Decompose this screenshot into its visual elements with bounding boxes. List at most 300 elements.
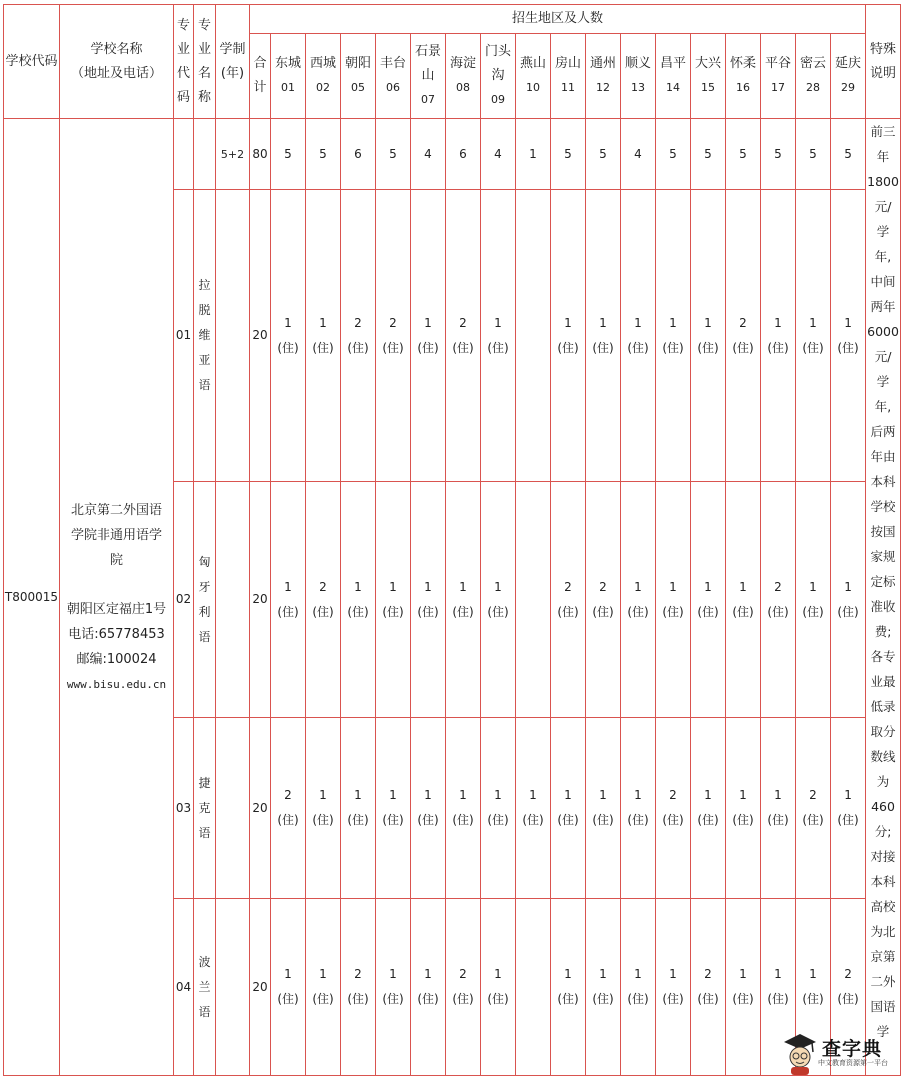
district-total-cell: 5 (586, 119, 621, 190)
quota-cell (446, 899, 481, 1076)
major-name-char: 维 (198, 328, 211, 342)
district-code: 11 (561, 81, 575, 94)
quota-cell (271, 482, 306, 718)
quota-count: 1 (319, 967, 327, 981)
quota-cell (516, 899, 551, 1076)
school-name-line: 院 (109, 552, 123, 568)
quota-count: 1 (459, 579, 467, 594)
quota-cell (411, 899, 446, 1076)
quota-count: 1 (494, 788, 502, 802)
boarding-label: (住) (347, 992, 369, 1006)
district-total-cell: 5 (376, 119, 411, 190)
quota-count: 1 (634, 315, 642, 330)
district-name: 东城 (274, 56, 301, 71)
district-total-cell: 4 (481, 119, 516, 190)
quota-cell (831, 482, 866, 718)
district-total-cell: 5 (761, 119, 796, 190)
school-total: 80 (250, 119, 271, 190)
boarding-label: (住) (277, 813, 299, 827)
special-note-line: 对接 (870, 849, 896, 864)
school-website: www.bisu.edu.cn (66, 677, 167, 691)
header-total-line: 合 (253, 56, 267, 71)
quota-count: 1 (564, 315, 572, 330)
header-district (376, 34, 411, 119)
district-name: 西城 (309, 56, 336, 71)
boarding-label: (住) (697, 992, 719, 1006)
special-note-line: 中间 (870, 274, 896, 289)
quota-count: 2 (319, 579, 327, 594)
quota-cell (761, 190, 796, 482)
boarding-label: (住) (592, 604, 614, 619)
boarding-label: (住) (732, 813, 754, 827)
watermark-brand: 查字典 (822, 1038, 883, 1060)
boarding-label: (住) (417, 992, 439, 1006)
district-total-cell: 5 (271, 119, 306, 190)
quota-count: 1 (634, 579, 642, 594)
header-district (621, 34, 656, 119)
quota-cell (796, 190, 831, 482)
header-duration-line: (年) (220, 65, 245, 81)
district-total-cell: 5 (726, 119, 761, 190)
boarding-label: (住) (767, 992, 789, 1006)
boarding-label: (住) (802, 992, 824, 1006)
header-total-line: 计 (253, 80, 267, 95)
quota-count: 1 (809, 967, 817, 981)
header-district (481, 34, 516, 119)
district-code: 01 (281, 81, 295, 94)
district-code: 13 (631, 81, 645, 94)
quota-count: 1 (389, 579, 397, 594)
school-info (60, 119, 174, 1076)
quota-cell (306, 190, 341, 482)
quota-cell (691, 718, 726, 899)
major-name-char: 亚 (198, 353, 211, 367)
quota-cell (656, 718, 691, 899)
spacer (60, 573, 173, 597)
school-postcode: 邮编:100024 (76, 651, 157, 667)
district-name: 山 (421, 68, 435, 83)
quota-cell (726, 718, 761, 899)
major-name-char: 捷 (198, 775, 211, 790)
special-note-line: 本科 (870, 474, 896, 489)
district-name: 顺义 (624, 56, 651, 71)
quota-cell (446, 190, 481, 482)
header-special-note (866, 5, 901, 119)
quota-count: 1 (424, 579, 432, 594)
quota-cell (586, 190, 621, 482)
quota-count: 1 (634, 788, 642, 802)
boarding-label: (住) (767, 604, 789, 619)
quota-cell (831, 190, 866, 482)
boarding-label: (住) (312, 992, 334, 1006)
quota-cell (376, 190, 411, 482)
major-name-char: 波 (198, 954, 211, 969)
quota-cell (306, 899, 341, 1076)
major-name-char: 牙 (198, 579, 211, 594)
special-note-line: 为 (876, 774, 890, 789)
major-name (194, 482, 216, 718)
header-school-name-sub: （地址及电话） (70, 65, 162, 81)
major-duration (216, 482, 250, 718)
header-major-code-line: 专 (176, 17, 190, 33)
special-note-line: 准收 (870, 599, 896, 614)
quota-cell (761, 482, 796, 718)
boarding-label: (住) (837, 604, 859, 619)
district-code: 17 (771, 81, 785, 94)
major-name-char: 语 (198, 378, 211, 392)
quota-cell (831, 718, 866, 899)
district-total-cell: 5 (306, 119, 341, 190)
boarding-label: (住) (627, 604, 649, 619)
header-region-title: 招生地区及人数 (250, 5, 866, 34)
quota-cell (656, 190, 691, 482)
special-note-line: 按国 (870, 524, 896, 539)
district-code: 09 (491, 93, 505, 106)
district-name: 丰台 (379, 56, 406, 71)
special-note-line: 家规 (870, 549, 896, 564)
district-name: 密云 (799, 56, 826, 71)
quota-count: 2 (774, 579, 782, 594)
boarding-label: (住) (662, 992, 684, 1006)
quota-count: 1 (809, 315, 817, 330)
quota-cell (586, 718, 621, 899)
quota-cell (621, 190, 656, 482)
header-school-code (4, 5, 60, 119)
major-code: 04 (174, 899, 194, 1076)
header-district (691, 34, 726, 119)
special-note-line: 后两 (870, 424, 896, 439)
quota-cell (761, 718, 796, 899)
district-total-cell: 6 (341, 119, 376, 190)
boarding-label: (住) (487, 604, 509, 619)
boarding-label: (住) (627, 813, 649, 827)
quota-count: 1 (844, 315, 852, 330)
quota-cell (691, 482, 726, 718)
district-name: 朝阳 (344, 56, 371, 71)
header-district (831, 34, 866, 119)
quota-count: 1 (599, 315, 607, 330)
district-total-cell: 1 (516, 119, 551, 190)
school-duration: 5+2 (216, 119, 250, 190)
major-code: 02 (174, 482, 194, 718)
boarding-label: (住) (592, 992, 614, 1006)
district-name: 通州 (589, 56, 616, 71)
boarding-label: (住) (452, 813, 474, 827)
quota-cell (796, 482, 831, 718)
quota-cell (621, 718, 656, 899)
major-total: 20 (250, 899, 271, 1076)
boarding-label: (住) (312, 604, 334, 619)
special-note-line: 分; (874, 824, 892, 839)
header-school-name-label: 学校名称 (90, 41, 143, 57)
boarding-label: (住) (277, 604, 299, 619)
district-name: 昌平 (659, 56, 686, 71)
quota-count: 2 (354, 967, 362, 981)
district-name: 沟 (491, 68, 505, 83)
quota-count: 2 (704, 967, 712, 981)
quota-count: 2 (809, 788, 817, 802)
boarding-label: (住) (277, 340, 299, 355)
district-name: 门头 (484, 44, 511, 59)
boarding-label: (住) (557, 340, 579, 355)
quota-cell (411, 190, 446, 482)
boarding-label: (住) (312, 340, 334, 355)
quota-count: 2 (354, 315, 362, 330)
header-district (341, 34, 376, 119)
quota-count: 1 (284, 967, 292, 981)
quota-cell (341, 718, 376, 899)
special-note-line: 年 (876, 149, 890, 164)
quota-cell (376, 899, 411, 1076)
summary-major-name (194, 119, 216, 190)
boarding-label: (住) (487, 340, 509, 355)
boarding-label: (住) (312, 813, 334, 827)
quota-count: 1 (739, 579, 747, 594)
quota-count: 1 (564, 967, 572, 981)
quota-count: 2 (844, 967, 852, 981)
quota-cell (551, 718, 586, 899)
quota-count: 1 (389, 967, 397, 981)
quota-cell (551, 482, 586, 718)
boarding-label: (住) (802, 604, 824, 619)
quota-count: 1 (564, 788, 572, 802)
boarding-label: (住) (767, 340, 789, 355)
header-special-note-line: 特殊 (870, 41, 897, 57)
district-code: 10 (526, 81, 540, 94)
major-name (194, 899, 216, 1076)
header-school-code-label: 学校代码 (5, 53, 58, 69)
major-name (194, 190, 216, 482)
district-total-cell: 4 (621, 119, 656, 190)
special-note-line: 1800 (867, 174, 899, 189)
header-total (250, 34, 271, 119)
header-major-code-line: 代 (176, 65, 190, 81)
boarding-label: (住) (592, 340, 614, 355)
header-district (306, 34, 341, 119)
boarding-label: (住) (837, 813, 859, 827)
quota-cell (341, 899, 376, 1076)
quota-cell (271, 899, 306, 1076)
quota-count: 1 (774, 315, 782, 330)
school-code: T800015 (4, 119, 60, 1076)
quota-cell (341, 190, 376, 482)
header-major-code (174, 5, 194, 119)
school-phone: 电话:65778453 (68, 626, 165, 642)
quota-cell (586, 899, 621, 1076)
special-note-line: 低录 (870, 699, 896, 714)
quota-cell (481, 718, 516, 899)
district-total-cell: 5 (691, 119, 726, 190)
boarding-label: (住) (592, 813, 614, 827)
quota-count: 1 (389, 788, 397, 802)
district-name: 房山 (554, 56, 581, 71)
special-note-line: 各专 (870, 649, 896, 664)
district-name: 怀柔 (729, 56, 756, 71)
quota-count: 1 (529, 788, 537, 802)
quota-cell (481, 482, 516, 718)
district-total-cell: 4 (411, 119, 446, 190)
major-name-char: 脱 (198, 303, 211, 317)
boarding-label: (住) (347, 604, 369, 619)
special-note-line: 京第 (870, 949, 896, 964)
quota-count: 1 (704, 315, 712, 330)
quota-count: 1 (494, 967, 502, 981)
header-major-name-line: 称 (197, 89, 211, 105)
quota-count: 1 (354, 788, 362, 802)
quota-cell (341, 482, 376, 718)
major-name-char: 克 (198, 800, 211, 815)
quota-count: 1 (284, 579, 292, 594)
quota-cell (271, 190, 306, 482)
major-name-char: 语 (198, 629, 211, 644)
quota-count: 1 (599, 967, 607, 981)
district-code: 12 (596, 81, 610, 94)
special-note-line: 年, (874, 399, 892, 414)
district-total-cell: 6 (446, 119, 481, 190)
quota-count: 1 (354, 579, 362, 594)
major-total: 20 (250, 718, 271, 899)
school-name-line: 学院非通用语学 (70, 527, 162, 543)
watermark-logo (782, 1030, 898, 1078)
special-note-line: 本科 (870, 874, 896, 889)
major-name-char: 匈 (198, 554, 211, 569)
header-district (656, 34, 691, 119)
quota-count: 1 (809, 579, 817, 594)
quota-cell (656, 899, 691, 1076)
boarding-label: (住) (452, 992, 474, 1006)
quota-count: 1 (774, 788, 782, 802)
district-total-cell: 5 (796, 119, 831, 190)
quota-count: 1 (669, 967, 677, 981)
quota-count: 1 (739, 967, 747, 981)
header-major-code-line: 业 (176, 41, 190, 57)
boarding-label: (住) (697, 813, 719, 827)
quota-cell (691, 899, 726, 1076)
district-total-cell: 5 (551, 119, 586, 190)
watermark-subtitle: 中文教育资源第一平台 (818, 1059, 888, 1067)
quota-cell (726, 482, 761, 718)
boarding-label: (住) (417, 604, 439, 619)
special-note-line: 高校 (870, 899, 896, 914)
district-code: 02 (316, 81, 330, 94)
district-name: 延庆 (835, 56, 862, 71)
boarding-label: (住) (732, 340, 754, 355)
header-district (551, 34, 586, 119)
boarding-label: (住) (837, 992, 859, 1006)
special-note-line: 460 (871, 799, 895, 814)
header-district (411, 34, 446, 119)
quota-count: 1 (844, 579, 852, 594)
header-district (726, 34, 761, 119)
district-code: 28 (806, 81, 820, 94)
header-major-name-line: 业 (197, 41, 211, 57)
special-note-line: 国语 (870, 999, 896, 1014)
quota-count: 1 (669, 315, 677, 330)
special-note-line: 学 (876, 374, 890, 389)
header-district (271, 34, 306, 119)
quota-cell (306, 482, 341, 718)
header-district (761, 34, 796, 119)
major-duration (216, 190, 250, 482)
quota-cell (551, 190, 586, 482)
boarding-label: (住) (452, 604, 474, 619)
header-district (796, 34, 831, 119)
quota-count: 1 (424, 315, 432, 330)
boarding-label: (住) (767, 813, 789, 827)
boarding-label: (住) (417, 340, 439, 355)
boarding-label: (住) (802, 340, 824, 355)
major-name-char: 拉 (198, 278, 211, 292)
boarding-label: (住) (662, 340, 684, 355)
header-district (586, 34, 621, 119)
header-major-name-line: 专 (197, 17, 211, 33)
quota-count: 1 (424, 967, 432, 981)
quota-cell (586, 482, 621, 718)
quota-cell (446, 482, 481, 718)
header-major-code-line: 码 (176, 89, 190, 105)
graduate-mascot-icon (782, 1030, 818, 1076)
boarding-label: (住) (417, 813, 439, 827)
boarding-label: (住) (627, 340, 649, 355)
boarding-label: (住) (732, 992, 754, 1006)
quota-cell (411, 718, 446, 899)
boarding-label: (住) (662, 813, 684, 827)
header-special-note-line: 说明 (870, 65, 897, 81)
special-note-line: 二外 (870, 974, 896, 989)
special-note-line: 学 (876, 224, 890, 239)
quota-count: 2 (389, 315, 397, 330)
quota-cell (271, 718, 306, 899)
special-note-line: 业最 (870, 674, 896, 689)
boarding-label: (住) (487, 992, 509, 1006)
quota-cell (516, 482, 551, 718)
boarding-label: (住) (382, 340, 404, 355)
quota-count: 1 (319, 788, 327, 802)
special-note-line: 费; (874, 624, 892, 639)
header-duration (216, 5, 250, 119)
district-total-cell: 5 (656, 119, 691, 190)
boarding-label: (住) (627, 992, 649, 1006)
boarding-label: (住) (662, 604, 684, 619)
quota-cell (691, 190, 726, 482)
quota-cell (446, 718, 481, 899)
boarding-label: (住) (802, 813, 824, 827)
quota-cell (411, 482, 446, 718)
special-note-line: 数线 (870, 749, 896, 764)
quota-count: 1 (844, 788, 852, 802)
header-district (446, 34, 481, 119)
quota-count: 1 (704, 579, 712, 594)
quota-cell (376, 482, 411, 718)
district-code: 06 (386, 81, 400, 94)
quota-cell (726, 190, 761, 482)
boarding-label: (住) (452, 340, 474, 355)
quota-count: 2 (459, 315, 467, 330)
quota-count: 1 (704, 788, 712, 802)
district-name: 石景 (414, 44, 441, 59)
quota-count: 1 (459, 788, 467, 802)
major-name-char: 语 (198, 825, 211, 840)
quota-count: 1 (424, 788, 432, 802)
admission-table (3, 4, 901, 1076)
boarding-label: (住) (522, 813, 544, 827)
quota-count: 1 (494, 579, 502, 594)
quota-count: 2 (599, 579, 607, 594)
summary-row (4, 119, 901, 190)
major-duration (216, 899, 250, 1076)
district-code: 14 (666, 81, 680, 94)
header-duration-line: 学制 (219, 41, 246, 57)
